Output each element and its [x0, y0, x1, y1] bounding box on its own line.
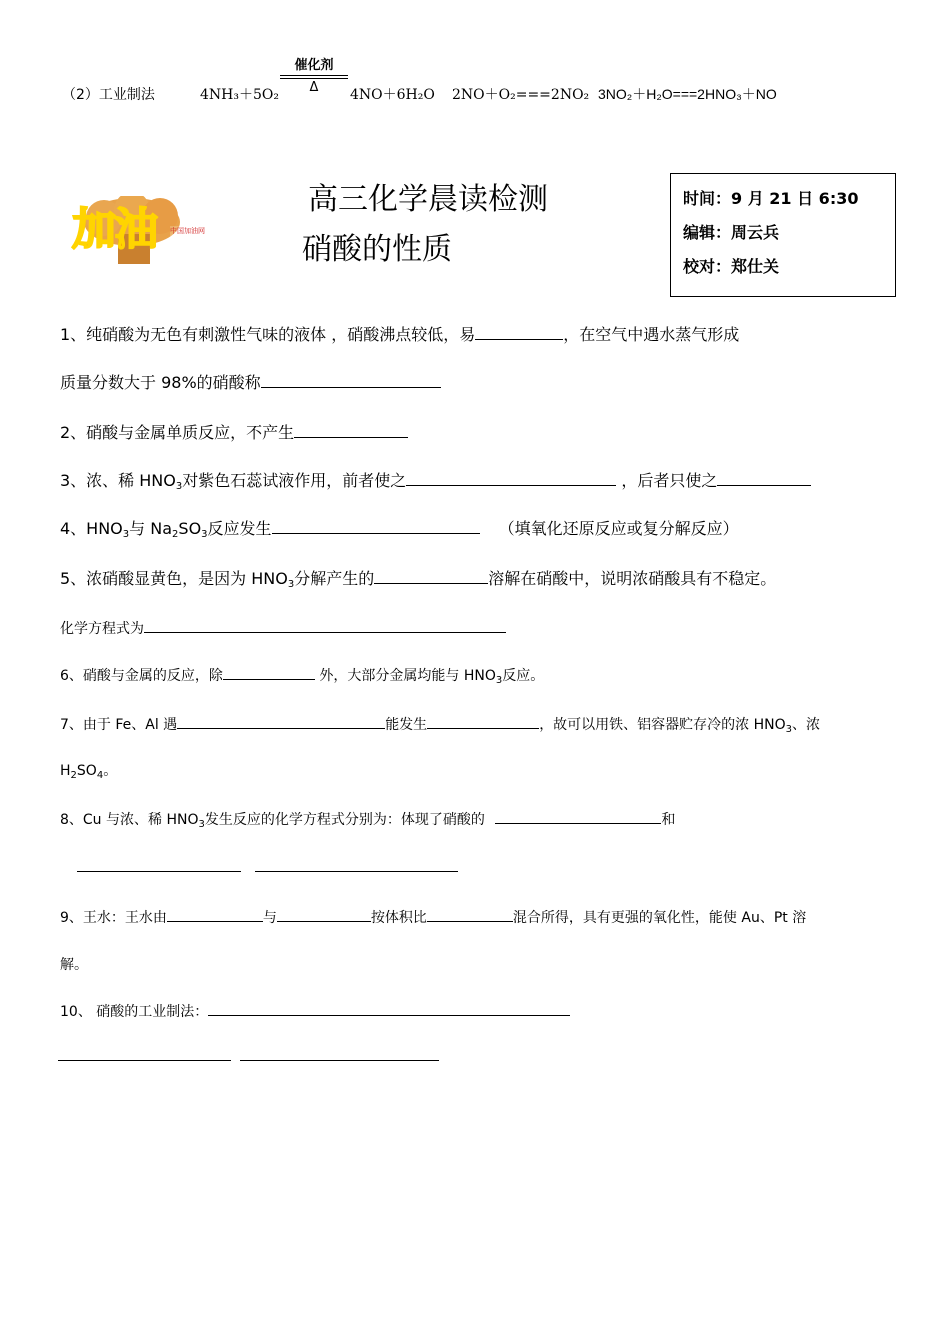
industrial-method-label: （2）工业制法 [62, 87, 155, 103]
blank-1a[interactable] [475, 324, 563, 340]
page-subtitle: 硝酸的性质 [302, 232, 452, 267]
blank-9c[interactable] [427, 907, 513, 922]
logo-text: 加油 [72, 204, 156, 255]
question-5-equation: 化学方程式为 [60, 618, 506, 638]
blank-2[interactable] [294, 422, 408, 438]
info-proofreader: 校对：郑仕关 [683, 257, 780, 276]
blank-5b[interactable] [144, 618, 506, 633]
answer-line-10b[interactable] [240, 1060, 439, 1061]
info-editor: 编辑：周云兵 [683, 223, 780, 242]
question-5: 5、浓硝酸显黄色，是因为 $HNO_3$分解产生的 溶解在硝酸中，说明浓硝酸具有不稳定。 [60, 569, 777, 590]
answer-line-8a[interactable] [77, 871, 241, 872]
blank-1b[interactable] [261, 372, 441, 388]
question-1-line2: 质量分数大于 98%的硝酸称 [60, 372, 441, 393]
answer-line-10a[interactable] [58, 1060, 231, 1061]
info-time: 时间：9 月 21 日 6:30 [683, 189, 859, 208]
question-6: 6、硝酸与金属的反应，除 外，大部分金属均能与 $HNO_3$反应。 [60, 665, 544, 685]
question-7: 7、由于 Fe、Al 遇 能发生 ，故可以用铁、铝容器贮存冷的浓 $HNO_3$、浓 [60, 714, 820, 734]
question-3: 3、浓、稀 $HNO_3$对紫色石蕊试液作用，前者使之 ，后者只使之 [60, 470, 811, 491]
question-9-line2: 解。 [60, 957, 88, 973]
blank-3b[interactable] [717, 470, 811, 486]
equation-products: 4NO＋6H₂O [350, 87, 435, 103]
catalyst-label: 催化剂 [294, 58, 334, 73]
question-4: 4、$HNO_3$与 $Na_2SO_3$反应发生 （填氧化还原反应或复分解反应） [60, 519, 739, 540]
logo-watermark: 中国加油网 [170, 227, 205, 235]
question-9: 9、王水：王水由 与 按体积比 混合所得，具有更强的氧化性，能使 Au、Pt 溶 [60, 907, 806, 927]
blank-4[interactable] [272, 518, 480, 534]
jiayou-logo [70, 196, 210, 266]
blank-9a[interactable] [167, 907, 263, 922]
blank-3a[interactable] [406, 470, 616, 486]
blank-7a[interactable] [177, 714, 385, 729]
heat-symbol: Δ [309, 80, 319, 95]
equation-no2-water: 3NO₂＋H₂O===2HNO₃＋NO [598, 86, 777, 102]
question-1: 1、纯硝酸为无色有刺激性气味的液体 ，硝酸沸点较低，易 ，在空气中遇水蒸气形成 [60, 325, 740, 344]
catalyst-condition [280, 58, 348, 96]
blank-9b[interactable] [277, 907, 371, 922]
info-box [670, 173, 896, 297]
blank-8a[interactable] [495, 809, 661, 824]
question-7-line2: $H_2SO_4$。 [60, 763, 118, 781]
blank-5a[interactable] [374, 568, 488, 584]
blank-6[interactable] [223, 665, 315, 680]
equation-no-oxidation: 2NO＋O₂===2NO₂ [452, 87, 590, 103]
equation-equals-sign [280, 75, 348, 79]
answer-line-8b[interactable] [255, 871, 458, 872]
question-8: 8、Cu 与浓、稀 $HNO_3$发生反应的化学方程式分别为：体现了硝酸的 和 [60, 809, 675, 829]
blank-10[interactable] [208, 1001, 570, 1016]
blank-7b[interactable] [427, 714, 539, 729]
equation-reactants: 4NH₃＋5O₂ [200, 87, 279, 103]
question-10: 10、 硝酸的工业制法： [60, 1001, 570, 1021]
question-2: 2、硝酸与金属单质反应，不产生 [60, 422, 408, 443]
page-title: 高三化学晨读检测 [308, 182, 548, 217]
